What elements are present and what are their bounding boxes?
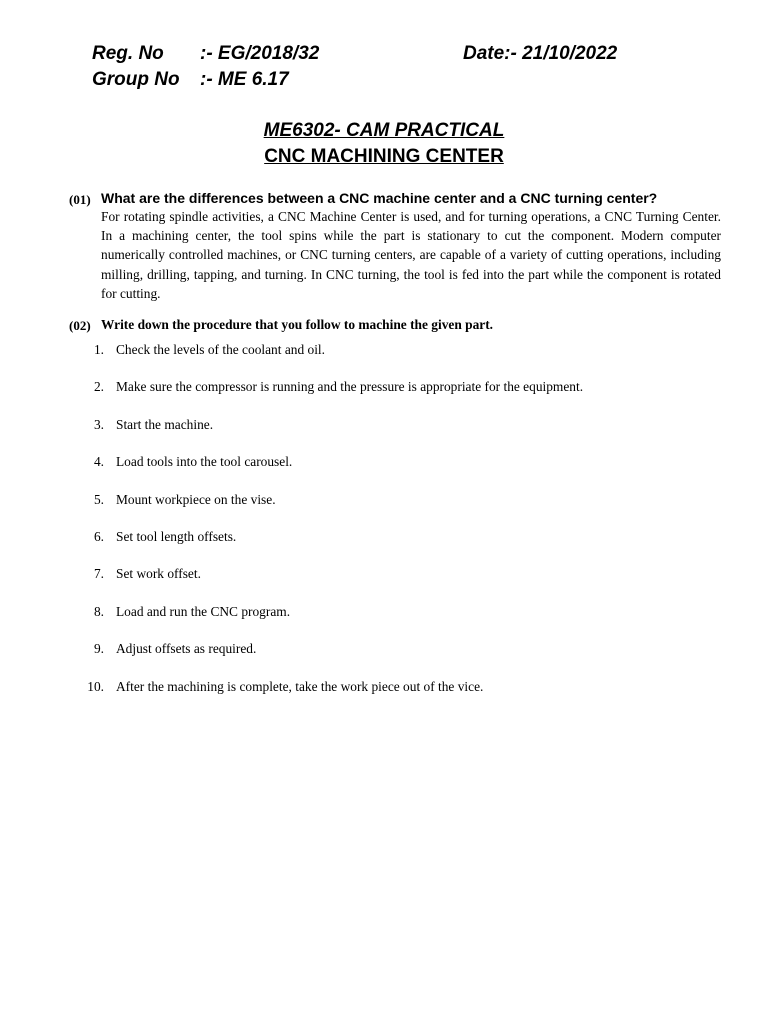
list-item <box>0 640 768 677</box>
header-row-group <box>0 69 768 93</box>
step-number: 6. <box>93 528 104 544</box>
step-text: After the machining is complete, take the work piece out of the vice. <box>116 678 484 694</box>
step-text: Load tools into the tool carousel. <box>116 454 293 470</box>
step-number: 2. <box>93 379 104 395</box>
document-subtitle: CNC MACHINING CENTER <box>264 146 504 167</box>
group-no-value: :- ME 6.17 <box>200 69 289 90</box>
list-item <box>0 453 768 490</box>
step-number: 10. <box>87 678 104 694</box>
question-2-number: (02) <box>69 318 91 333</box>
reg-no-label: Reg. No <box>92 43 164 64</box>
header-row-reg <box>0 43 768 67</box>
list-item <box>0 603 768 640</box>
step-number: 9. <box>93 641 104 657</box>
list-item <box>0 565 768 602</box>
date-value: Date:- 21/10/2022 <box>463 43 618 64</box>
step-text: Mount workpiece on the vise. <box>116 491 276 507</box>
list-item <box>0 491 768 528</box>
step-number: 7. <box>93 566 104 582</box>
question-2-text: Write down the procedure that you follow to machine the given part. <box>101 317 494 332</box>
step-text: Start the machine. <box>116 416 214 432</box>
list-item <box>0 378 768 415</box>
question-1-number: (01) <box>69 192 91 207</box>
list-item <box>0 528 768 565</box>
document-title: ME6302- CAM PRACTICAL <box>263 120 505 141</box>
step-text: Set work offset. <box>116 566 201 582</box>
step-number: 8. <box>93 603 104 619</box>
question-1-text: What are the differences between a CNC machine center and a CNC turning center? <box>101 190 658 206</box>
procedure-steps <box>0 341 768 715</box>
list-item <box>0 416 768 453</box>
step-text: Set tool length offsets. <box>116 528 237 544</box>
step-number: 1. <box>93 342 104 357</box>
step-text: Check the levels of the coolant and oil. <box>116 342 325 357</box>
list-item <box>0 341 768 378</box>
step-text: Adjust offsets as required. <box>116 641 257 657</box>
reg-no-value: :- EG/2018/32 <box>200 43 320 64</box>
step-number: 5. <box>93 491 104 507</box>
step-number: 4. <box>93 454 104 470</box>
step-text: Load and run the CNC program. <box>116 603 291 619</box>
step-text: Make sure the compressor is running and the pressure is appropriate for the equipment. <box>116 379 584 395</box>
group-no-label: Group No <box>92 69 180 90</box>
step-number: 3. <box>93 416 104 432</box>
question-1-answer: For rotating spindle activities, a CNC Machine Center is used, and for turning operations, a CNC Turning Center. In a machining center, the tool spins while the part is stationary to cut the component. Modern computer numerically controlled machines, or CNC turning centers, are capable of a variety of cutting operations, including milling, drilling, tapping, and turning. In CNC turning, the tool is fed into the part while the component is rotated for cutting. <box>101 209 721 301</box>
list-item <box>0 678 768 715</box>
